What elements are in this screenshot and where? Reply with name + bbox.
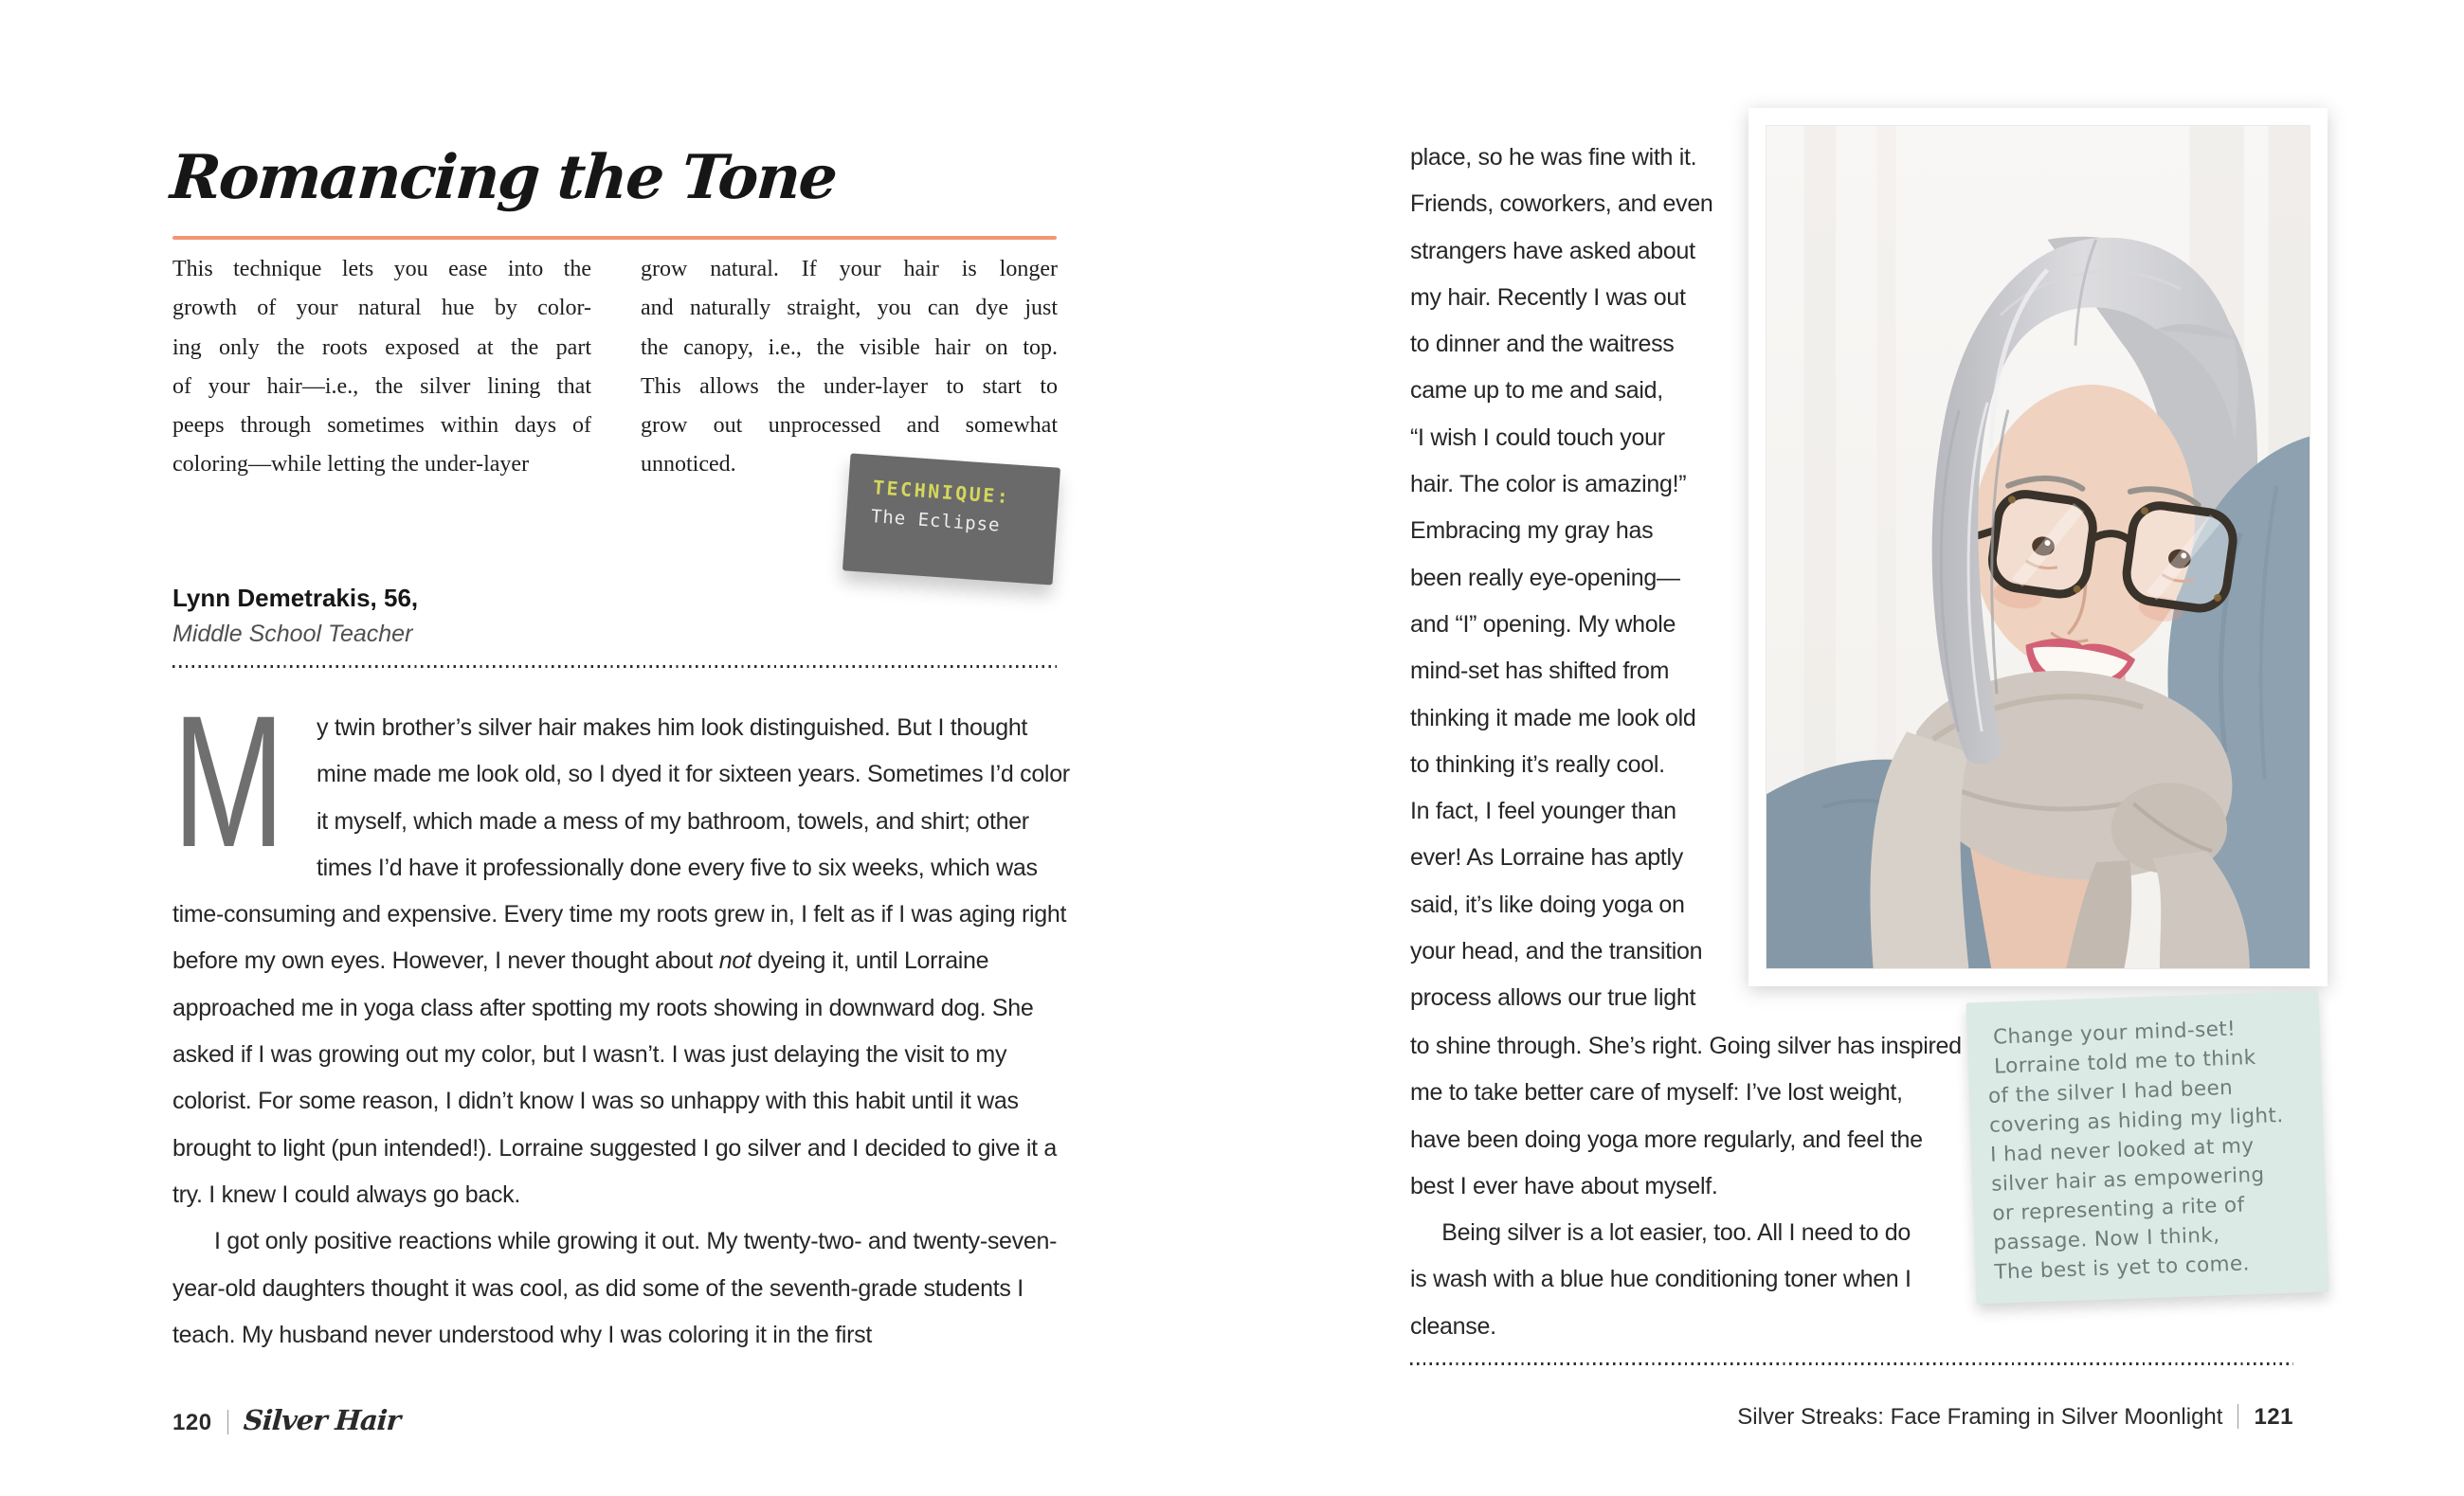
speaker-role: Middle School Teacher <box>172 621 413 647</box>
page-number-right: 121 <box>2254 1404 2293 1430</box>
section-divider-dotted-right <box>1410 1362 2293 1365</box>
page-number-left: 120 <box>172 1410 212 1435</box>
testimonial-paragraph-2: I got only positive reactions while growing it out. My twenty-two- and twenty-seven-year-old daughters thought it was cool, as did some of the seventh-grade students I teach. My husband never understood why I was coloring it in the first <box>172 1228 1058 1348</box>
intro-column-1: This technique lets you ease into the growth of your natural hue by color- ing only the roots exposed at the part of your hair—i.e., the silver lining that peeps through sometimes within days of coloring—while letting the under-layer <box>172 257 591 478</box>
footer-divider-left <box>227 1410 228 1434</box>
paragraph-1-text: y twin brother’s silver hair makes him look distinguished. But I thought mine made me look old, so I dyed it for sixteen years. Sometimes I’d color it myself, which made a mess of my bathroom, towels, and shirt; other times I’d have it professionally done every five to six weeks, which was time-consuming and expensive. Every time my roots grew in, I felt as if I was aging right before my own eyes. However, I never thought about <box>172 714 1070 975</box>
portrait-photo <box>1748 108 2328 986</box>
book-title-script: Silver Hair <box>242 1404 401 1436</box>
speaker-name: Lynn Demetrakis, 56, <box>172 584 419 612</box>
chapter-title: Silver Streaks: Face Framing in Silver Moonlight <box>1737 1404 2223 1430</box>
technique-note-label: TECHNIQUE: <box>872 476 1012 509</box>
section-divider-dotted-left <box>172 665 1057 668</box>
portrait-illustration <box>1766 126 2310 968</box>
margin-note-text: Change your mind-set! Lorraine told me to think of the silver I had been covering as hiding my light. I had never looked at my silver hair as empowering or representing a rite of passage. Now I think, The best is yet to come. <box>1985 1017 2284 1285</box>
title-underline-rule <box>172 236 1057 240</box>
drop-cap: M <box>172 676 285 886</box>
paragraph-1-italic-word: not <box>718 947 752 975</box>
intro-column-2: grow natural. If your hair is longer and naturally straight, you can dye just the canopy, i.e., the visible hair on top. This allows the under-layer to start to grow out unprocessed and somewhat unnoticed. <box>641 257 1058 478</box>
footer-right <box>1410 1404 2293 1431</box>
testimonial-paragraph-1 <box>172 676 1071 1218</box>
page-title: Romancing the Tone <box>168 142 839 213</box>
technique-note-value: The Eclipse <box>870 506 1002 536</box>
footer-left <box>172 1404 400 1436</box>
technique-sticky-note <box>842 453 1060 585</box>
attribution-block <box>172 580 418 652</box>
margin-note-sticky <box>1966 991 2329 1305</box>
paragraph-1-text-continued: dyeing it, until Lorraine approached me in yoga class after spotting my roots showing in downward dog. She asked if I was growing out my color, but I wasn’t. I was just delaying the visit to my colorist. For some reason, I didn’t know I was so unhappy with this habit until it was brought to light (pun intended!). Lorraine suggested I go silver and I decided to give it a try. I knew I could always go back. <box>172 947 1058 1208</box>
right-column-wide: to shine through. She’s right. Going silver has inspired me to take better care of myself: I’ve lost weight, have been doing yoga more regularly, and feel the best I ever have about myself. Being silver is a lot easier, too. All I need to do is wash with a blue hue conditioning toner when I cleanse. <box>1410 1033 1962 1340</box>
right-column-narrow: place, so he was fine with it. Friends, coworkers, and even strangers have asked about my hair. Recently I was out to dinner and the waitress came up to me and said, “I wish I could touch your hair. The color is amazing!” Embracing my gray has been really eye-opening— and “I” opening. My whole mind-set has shifted from thinking it made me look old to thinking it’s really cool. In fact, I feel younger than ever! As Lorraine has aptly said, it’s like doing yoga on your head, and the transition process allows our true light <box>1410 144 1713 1012</box>
testimonial-body <box>172 676 1071 1359</box>
